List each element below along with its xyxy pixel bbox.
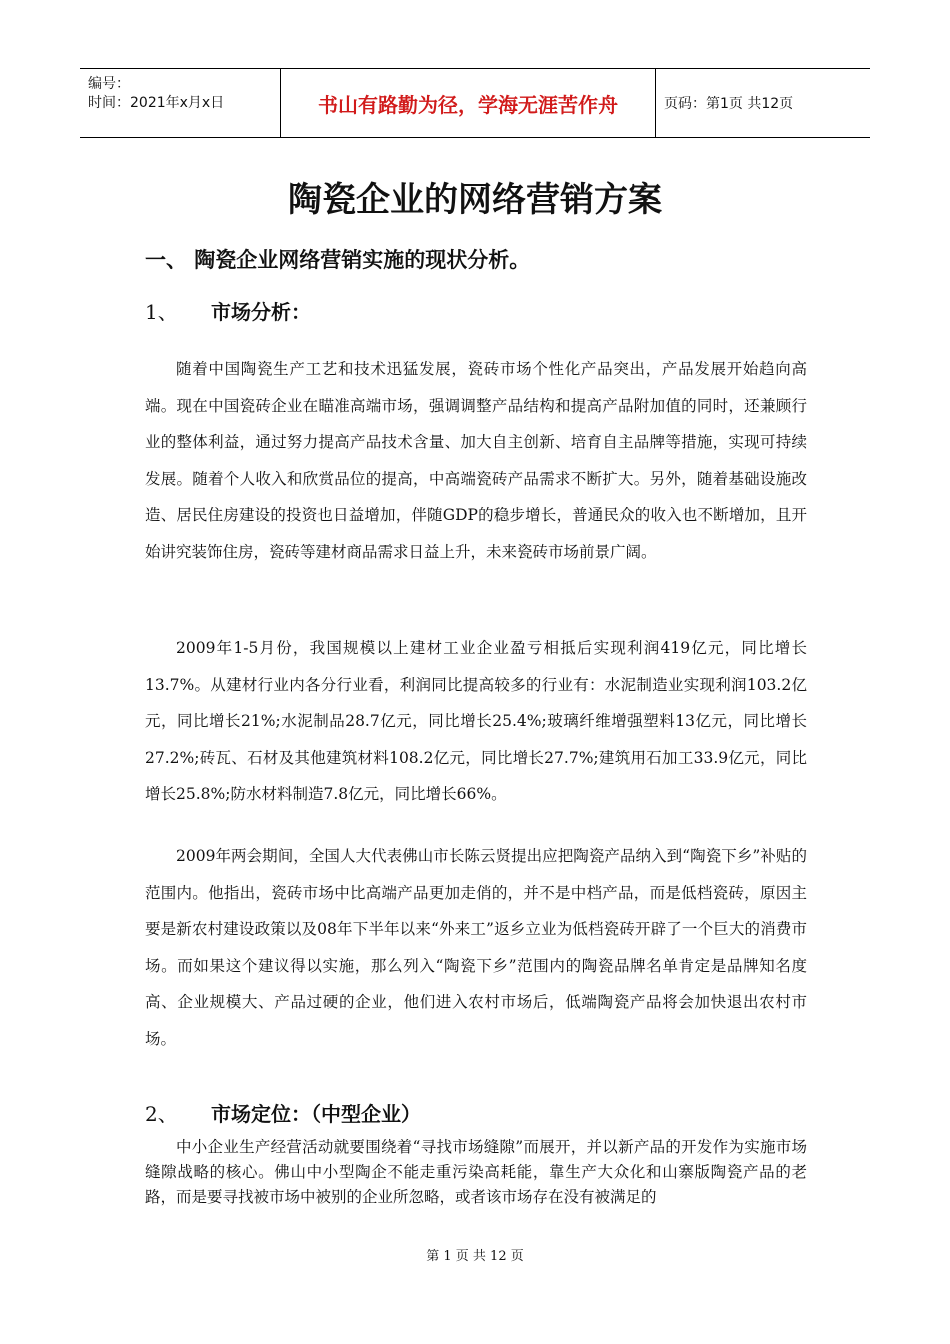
number-label: 编号： xyxy=(88,76,130,92)
subsection-number: 2、 xyxy=(145,1102,178,1126)
time-label: 时间：2021年x月x日 xyxy=(88,95,225,111)
subsection-title: 市场分析： xyxy=(211,300,311,324)
paragraph-industry-profit: 2009年1-5月份，我国规模以上建材工业企业盈亏相抵后实现利润419亿元，同比增长13.7%。从建材行业内各分行业看，利润同比提高较多的行业有：水泥制造业实现利润103.2亿元，同比增长21%;水泥制品28.7亿元，同比增长25.4%;玻璃纤维增强塑料13亿元，同比增长27.2%;砖瓦、石材及其他建筑材料108.2亿元，同比增长27.7%;建筑用石加工33.9亿元，同比增长25.8%;防水材料制造7.8亿元，同比增长66%。 xyxy=(145,639,807,803)
section-heading: 一、 陶瓷企业网络营销实施的现状分析。 xyxy=(145,248,531,272)
paragraph-market-positioning: 中小企业生产经营活动就要围绕着“寻找市场缝隙”而展开，并以新产品的开发作为实施市场缝隙战略的核心。佛山中小型陶企不能走重污染高耗能，靠生产大众化和山寨版陶瓷产品的老路，而是要寻找被市场中被别的企业所忽略，或者该市场存在没有被满足的 xyxy=(145,1138,807,1206)
header-page-info: 页码：第1页 共12页 xyxy=(664,96,794,112)
paragraph-ceramics-countryside: 2009年两会期间，全国人大代表佛山市长陈云贤提出应把陶瓷产品纳入到“陶瓷下乡”补贴的范围内。他指出，瓷砖市场中比高端产品更加走俏的，并不是中档产品，而是低档瓷砖，原因主要是新农村建设政策以及08年下半年以来“外来工”返乡立业为低档瓷砖开辟了一个巨大的消费市场。而如果这个建议得以实施，那么列入“陶瓷下乡”范围内的陶瓷品牌名单肯定是品牌知名度高、企业规模大、产品过硬的企业，他们进入农村市场后，低端陶瓷产品将会加快退出农村市场。 xyxy=(145,847,807,1048)
page-header xyxy=(80,68,870,138)
document-title: 陶瓷企业的网络营销方案 xyxy=(288,180,662,220)
header-meta xyxy=(80,69,280,137)
paragraph-market-analysis: 随着中国陶瓷生产工艺和技术迅猛发展，瓷砖市场个性化产品突出，产品发展开始趋向高端。现在中国瓷砖企业在瞄准高端市场，强调调整产品结构和提高产品附加值的同时，还兼顾行业的整体利益，通过努力提高产品技术含量、加大自主创新、培育自主品牌等措施，实现可持续发展。随着个人收入和欣赏品位的提高，中高端瓷砖产品需求不断扩大。另外，随着基础设施改造、居民住房建设的投资也日益增加，伴随GDP的稳步增长，普通民众的收入也不断增加，且开始讲究装饰住房，瓷砖等建材商品需求日益上升，未来瓷砖市场前景广阔。 xyxy=(145,360,807,561)
subsection-number: 1、 xyxy=(145,300,178,324)
subsection-heading-1 xyxy=(145,296,311,325)
subsection-title: 市场定位：（中型企业） xyxy=(211,1102,421,1126)
subsection-heading-2 xyxy=(145,1098,421,1127)
header-motto: 书山有路勤为径，学海无涯苦作舟 xyxy=(280,69,656,137)
page-footer: 第 1 页 共 12 页 xyxy=(426,1249,524,1264)
